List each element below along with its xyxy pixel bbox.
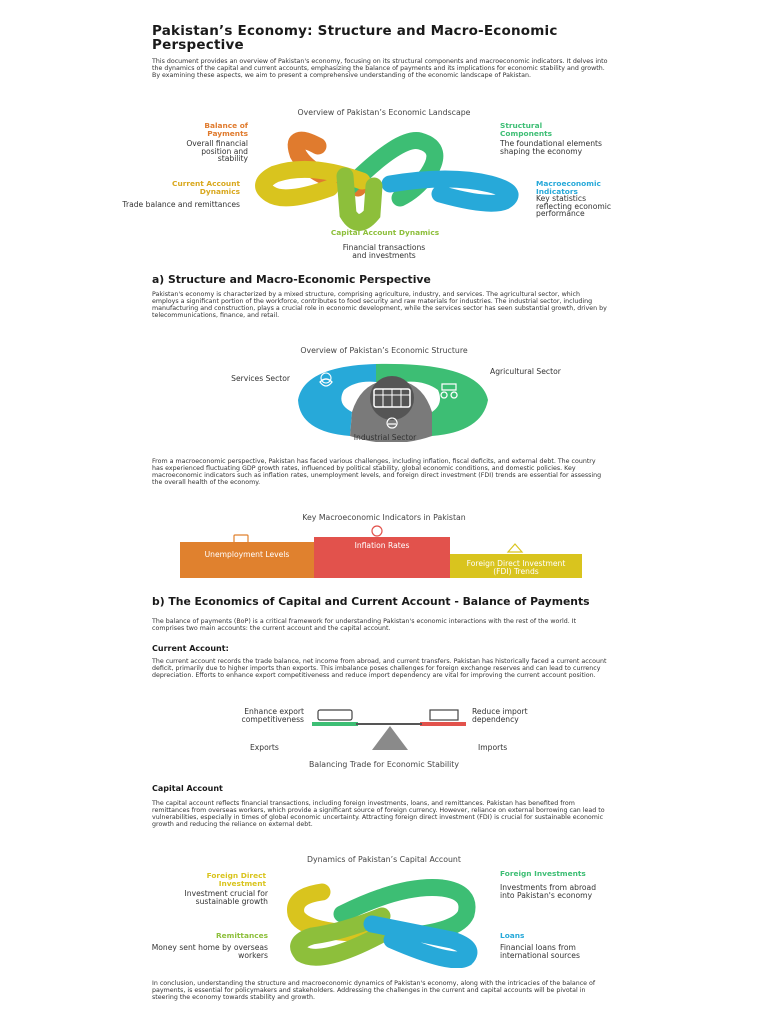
loans-description: Financial loans from international sources [500, 943, 580, 960]
bop-heading: Balance of Payments [204, 121, 248, 138]
exports-pan [312, 722, 358, 726]
money-icon [232, 532, 250, 546]
structure-figure-title: Overview of Pakistan’s Economic Structure [300, 346, 468, 355]
structural-description: The foundational elements shaping the economy [500, 139, 602, 156]
section-a-paragraph-1: Pakistan's economy is characterized by a mixed structure, comprising agriculture, industry, and services. The agricultural sector, which employs a significant portion of the workforce, contributes to food security and raw materials for industries. The industrial sector, including manufacturing and construction, plays a crucial role in economic development, while the services sector has seen substantial growth, driven by telecommunications, finance, and retail. [152, 291, 607, 319]
fdi-label: Foreign Direct Investment (FDI) Trends [466, 559, 566, 576]
unemployment-bar [180, 542, 314, 578]
unemployment-label: Unemployment Levels [204, 550, 290, 559]
section-a-paragraph-2: From a macroeconomic perspective, Pakistan has faced various challenges, including inflation, fiscal deficits, and external debt. The country has experienced fluctuating GDP growth rates, influenced by political stability, global economic conditions, and domestic policies. Key macroeconomic indicators such as inflation rates, unemployment levels, and foreign direct investment (FDI) trends are essential for assessing the overall health of the economy. [152, 458, 602, 486]
section-b-heading: b) The Economics of Capital and Current Account - Balance of Payments [152, 595, 590, 608]
imports-pan [420, 722, 466, 726]
conclusion-paragraph: In conclusion, understanding the structure and macroeconomic dynamics of Pakistan's economy, along with the intricacies of the balance of payments, is essential for policymakers and stakeholders. Addressing the challenges in the current and capital accounts will be pivotal in steering the economy towards stability and growth. [152, 980, 596, 1001]
remittances-heading: Remittances [215, 931, 268, 940]
industrial-sector-label: Industrial Sector [353, 433, 417, 442]
dollar-icon [368, 524, 386, 538]
dynamics-figure-title: Dynamics of Pakistan’s Capital Account [307, 855, 461, 864]
fdi-heading: Foreign Direct Investment [206, 871, 266, 888]
intro-paragraph: This document provides an overview of Pakistan's economy, focusing on its structural components and macroeconomic indicators. It delves into the dynamics of the capital and current accounts, emphasizing the balance of payments and its implications for economic stability and growth. By examining these aspects, we aim to present a comprehensive understanding of the economic landscape of Pakistan. [152, 58, 608, 79]
exports-label: Exports [250, 743, 279, 752]
loans-heading: Loans [500, 931, 525, 940]
balance-caption: Balancing Trade for Economic Stability [309, 760, 459, 769]
current-account-heading: Current Account Dynamics [172, 179, 240, 196]
document-title: Pakistan’s Economy: Structure and Macro-Economic Perspective [152, 23, 558, 53]
capital-account-description: Financial transactions and investments [342, 243, 426, 260]
investment-icon [506, 542, 524, 554]
current-account-description: Trade balance and remittances [122, 200, 240, 209]
fdi-description: Investment crucial for sustainable growth [184, 889, 268, 906]
foreign-investments-heading: Foreign Investments [500, 869, 586, 878]
capital-account-subheading: Capital Account [152, 784, 223, 793]
truck-icon [318, 710, 352, 720]
section-b-paragraph-1: The balance of payments (BoP) is a critical framework for understanding Pakistan's economic interactions with the rest of the world. It comprises two main accounts: the current account and the capital account. [152, 618, 577, 632]
capital-account-heading: Capital Account Dynamics [330, 228, 440, 237]
bop-description: Overall financial position and stability [186, 139, 248, 163]
structure-diagram [292, 360, 492, 442]
reduce-imports-label: Reduce import dependency [472, 707, 528, 724]
inflation-label: Inflation Rates [354, 541, 410, 550]
overview-knot-diagram [250, 126, 520, 236]
section-a-heading: a) Structure and Macro-Economic Perspective [152, 273, 431, 286]
current-account-paragraph: The current account records the trade balance, net income from abroad, and current transfers. Pakistan has historically faced a current account deficit, primarily due to higher imports than exports. This imbalance poses challenges for foreign exchange reserves and can lead to currency depreciation. Efforts to enhance export competitiveness and reduce import dependency are vital for improving the current account position. [152, 658, 607, 679]
agricultural-sector-label: Agricultural Sector [490, 367, 561, 376]
trade-balance-scale [306, 704, 474, 754]
indicators-figure-title: Key Macroeconomic Indicators in Pakistan [302, 513, 466, 522]
enhance-exports-label: Enhance export competitiveness [241, 707, 304, 724]
remittances-description: Money sent home by overseas workers [151, 943, 268, 960]
scale-fulcrum [372, 726, 408, 750]
scale-beam [356, 723, 422, 725]
capital-account-paragraph: The capital account reflects financial transactions, including foreign investments, loans, and remittances. Pakistan has benefited from remittances from overseas workers, which provide a significant source of foreign currency. However, reliance on external borrowing can lead to vulnerabilities, especially in times of global economic uncertainty. Attracting foreign direct investment (FDI) is crucial for sustainable economic growth and reducing the reliance on external debt. [152, 800, 605, 828]
structural-heading: Structural Components [500, 121, 553, 138]
foreign-investments-description: Investments from abroad into Pakistan's economy [500, 883, 597, 900]
overview-figure-title: Overview of Pakistan’s Economic Landscape [297, 108, 471, 117]
macro-heading: Macroeconomic Indicators [536, 179, 601, 196]
capital-dynamics-knot [282, 874, 486, 968]
imports-label: Imports [478, 743, 508, 752]
services-sector-label: Services Sector [231, 374, 290, 383]
current-account-subheading: Current Account: [152, 644, 229, 653]
macro-description: Key statistics reflecting economic performance [536, 194, 612, 218]
factory-icon [430, 710, 458, 720]
